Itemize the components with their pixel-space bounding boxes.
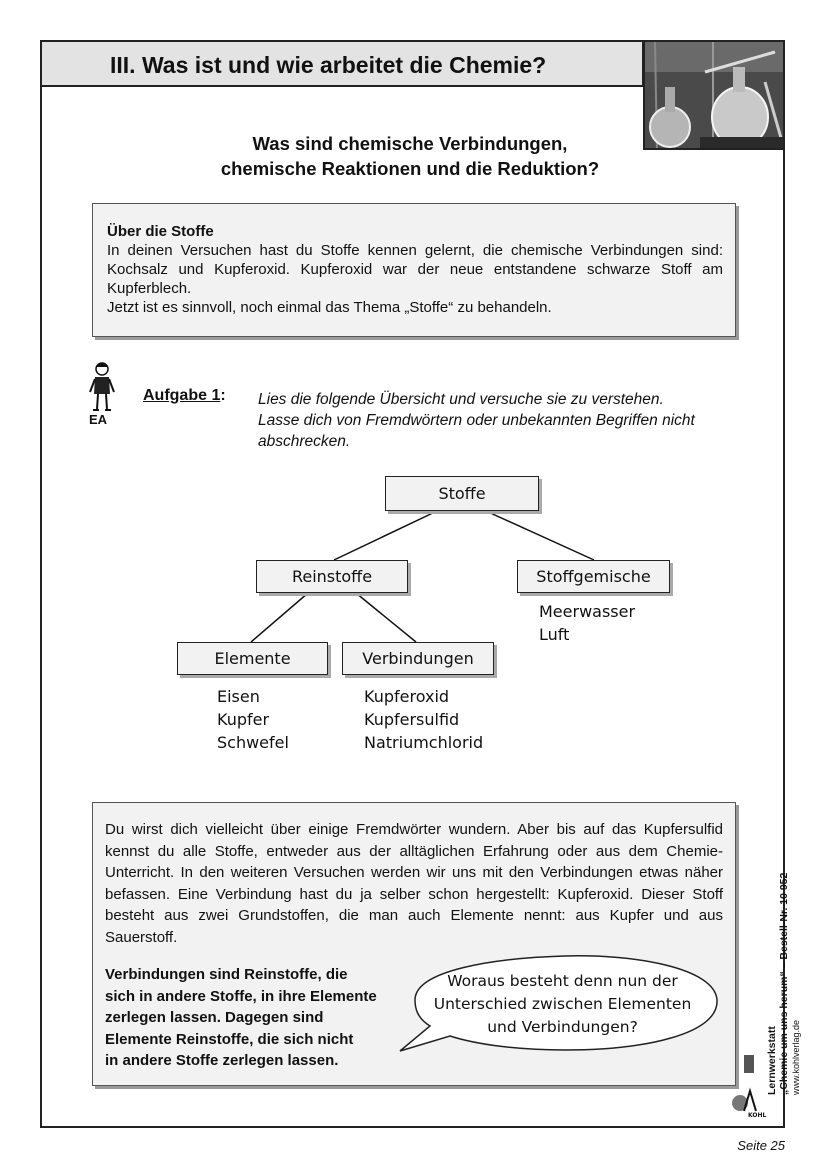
explanation-text: Du wirst dich vielleicht über einige Fremdwörter wundern. Aber bis auf das Kupfersulfid kennst du alle Stoffe, entweder aus der alltäglichen Erfahrung oder aus dem Chemie-Unterricht. In den weiteren Versuchen werden wir uns mit den Verbindungen etwas näher befassen. Eine Verbindung hast du ja selber schon hergestellt: Kupferoxid. Dieser Stoff besteht aus zwei Grundstoffen, die man auch Elemente nennt: aus Kupfer und aus Sauerstoff.: [105, 821, 723, 946]
tree-node-stoffgemische: [517, 560, 670, 593]
sidebar-title: „Chemie um uns herum“: [778, 971, 790, 1095]
tree-node-reinstoffe-label: Reinstoffe: [291, 567, 373, 586]
tree-node-elemente: [177, 642, 328, 675]
publisher-sidebar: [766, 775, 802, 1095]
task-label-text: Aufgabe 1: [143, 387, 221, 404]
kohl-publisher-logo-icon: [730, 1055, 780, 1120]
elemente-examples: [217, 685, 289, 754]
info-box-text-2: Jetzt ist es sinnvoll, noch einmal das Thema „Stoffe“ zu behandeln.: [107, 299, 552, 316]
bubble-line: Woraus besteht denn nun der: [447, 972, 678, 990]
list-item: Kupfer: [217, 710, 270, 729]
bubble-line: Unterschied zwischen Elementen: [433, 995, 692, 1013]
definition-line: zerlegen lassen. Dagegen sind: [105, 1009, 324, 1026]
list-item: Eisen: [217, 687, 260, 706]
tree-node-elemente-label: Elemente: [214, 649, 291, 668]
chapter-title: III. Was ist und wie arbeitet die Chemie?: [110, 52, 547, 78]
tree-node-stoffe: [385, 476, 539, 511]
tree-node-stoffe-label: Stoffe: [438, 484, 486, 503]
verbindungen-examples: [364, 685, 483, 754]
sidebar-order-number: Bestell-Nr. 10 952: [778, 872, 790, 960]
definition-line: Elemente Reinstoffe, die sich nicht: [105, 1030, 354, 1048]
info-box-text: In deinen Versuchen hast du Stoffe kennen gelernt, die chemische Verbindungen sind: Kochsalz und Kupferoxid. Kupferoxid war der neue entstandene schwarze Stoff am Kupferblech.: [107, 242, 723, 297]
list-item: Kupferoxid: [364, 687, 450, 706]
tree-node-reinstoffe: [256, 560, 408, 593]
definition-text: [105, 964, 415, 1072]
list-item: Schwefel: [217, 733, 289, 752]
info-box-heading: Über die Stoffe: [107, 223, 214, 240]
tree-node-stoffgemische-label: Stoffgemische: [536, 567, 651, 586]
task-line-2: Lasse dich von Fremdwörtern oder unbekannten Begriffen nicht: [258, 412, 695, 429]
task-label-colon: :: [220, 387, 226, 404]
page-number: Seite 25: [737, 1138, 785, 1153]
svg-text:KOHL: KOHL: [748, 1112, 767, 1119]
sidebar-separator: –: [778, 962, 790, 969]
task-line-3: abschrecken.: [258, 433, 351, 450]
definition-line: in andere Stoffe zerlegen lassen.: [105, 1052, 339, 1069]
list-item: Meerwasser: [539, 602, 636, 621]
list-item: Natriumchlorid: [364, 733, 484, 752]
stoffgemische-examples: [539, 600, 635, 646]
sidebar-website: www.kohlverlag.de: [791, 1019, 801, 1095]
definition-line: sich in andere Stoffe, in ihre Elemente: [105, 987, 377, 1005]
definition-line: Verbindungen sind Reinstoffe, die: [105, 966, 348, 983]
list-item: Kupfersulfid: [364, 710, 460, 729]
tree-node-verbindungen-label: Verbindungen: [362, 649, 474, 668]
bubble-line: und Verbindungen?: [487, 1018, 638, 1036]
task-line-1: Lies die folgende Übersicht und versuche sie zu verstehen.: [258, 391, 664, 408]
ea-label: EA: [89, 412, 108, 427]
subtitle-line-1: Was sind chemische Verbindungen,: [252, 133, 568, 154]
subtitle-line-2: chemische Reaktionen und die Reduktion?: [220, 158, 600, 179]
tree-node-verbindungen: [342, 642, 494, 675]
list-item: Luft: [539, 625, 570, 644]
speech-bubble-text: [430, 970, 695, 1039]
sidebar-product: Lernwerkstatt: [766, 1026, 778, 1095]
